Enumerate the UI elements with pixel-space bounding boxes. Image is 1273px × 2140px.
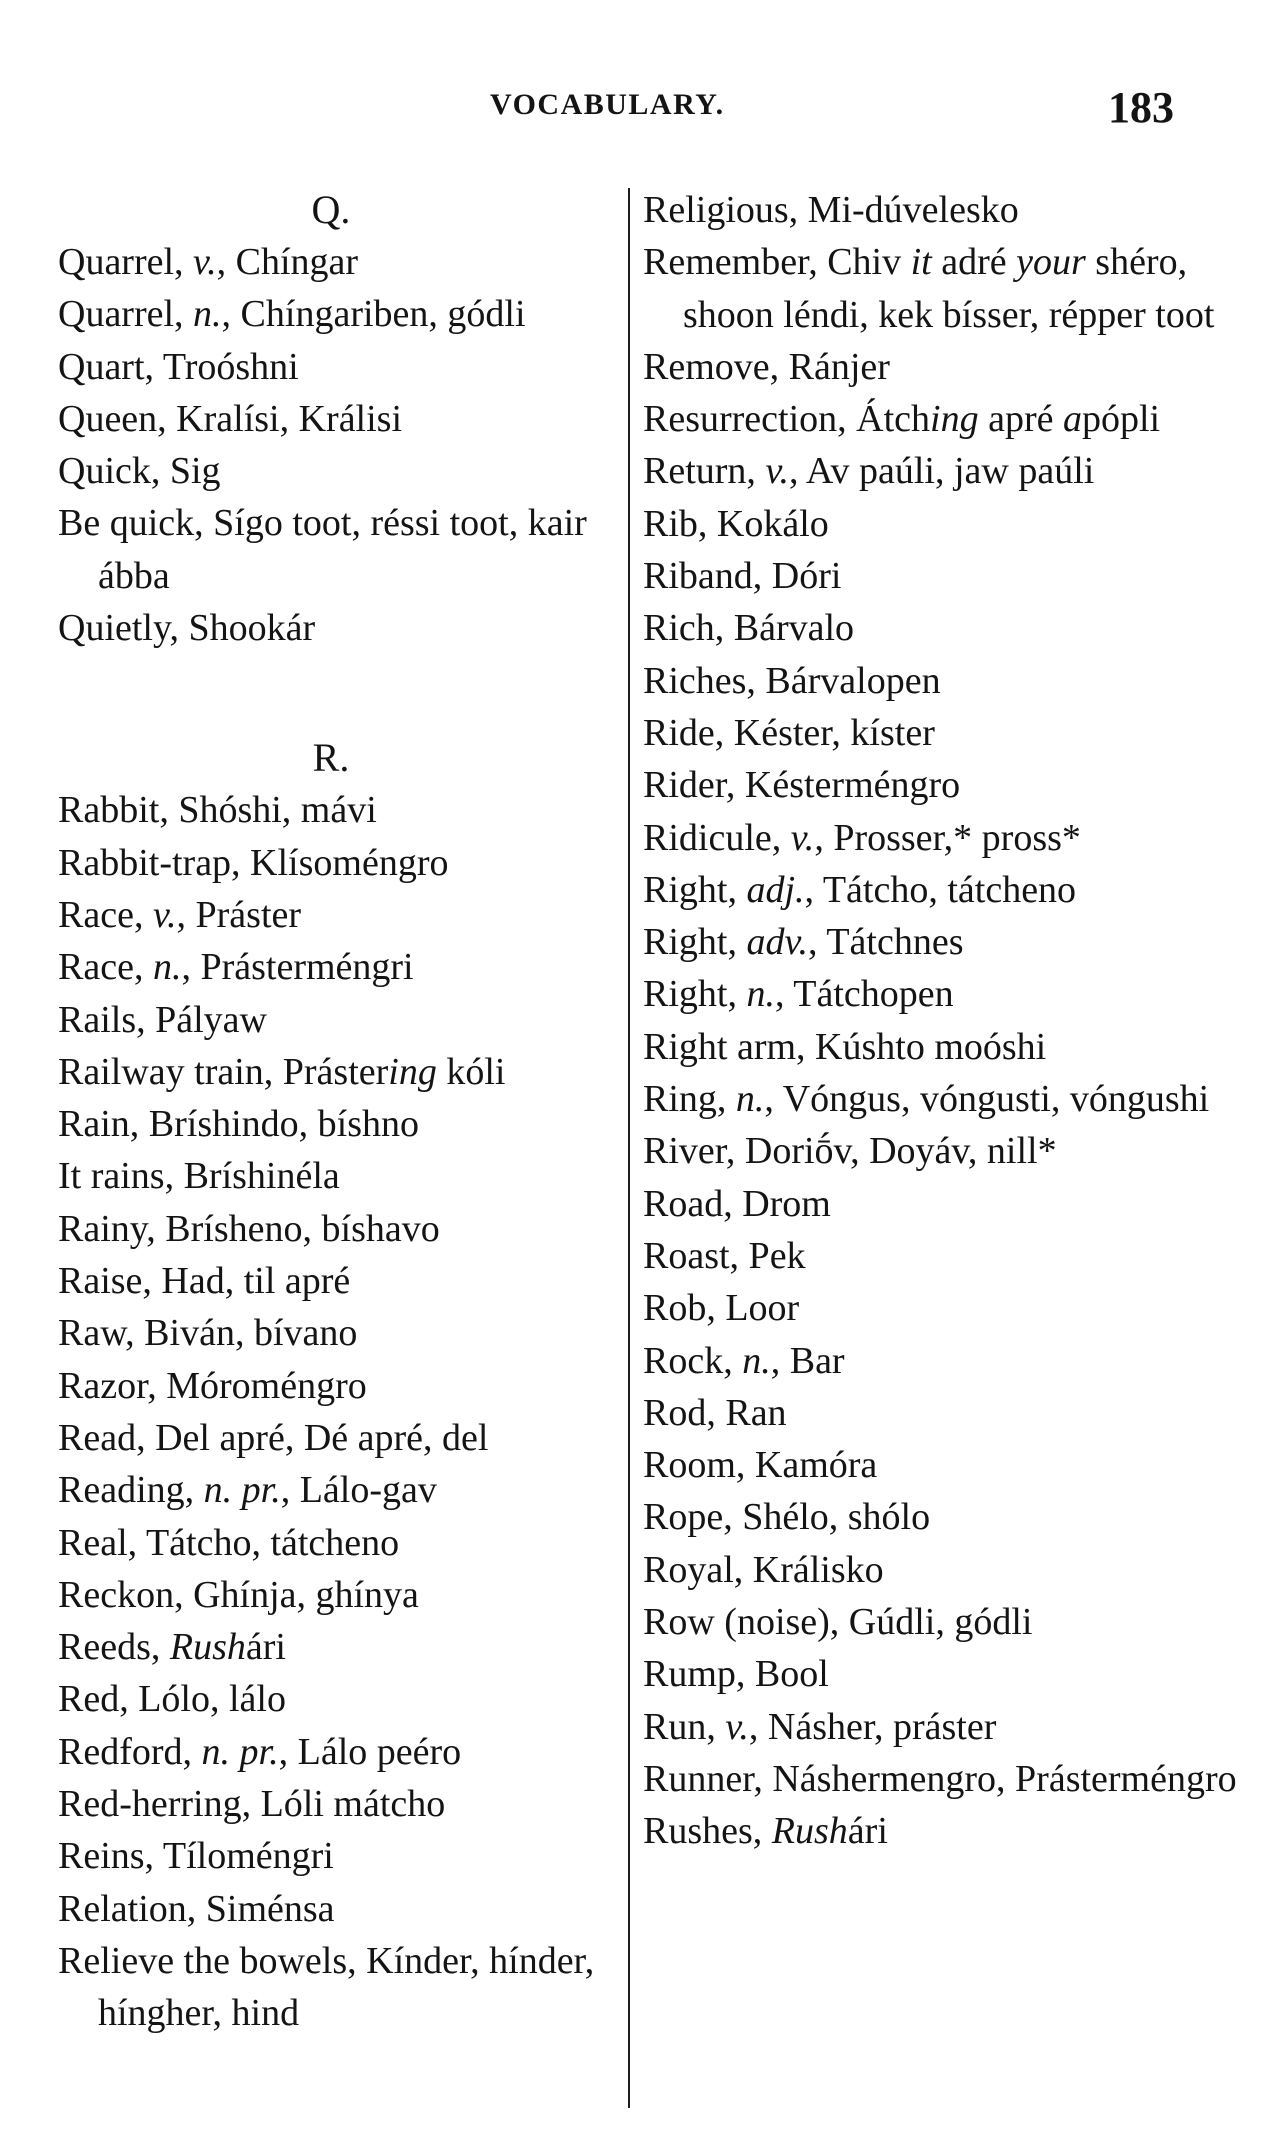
vocabulary-entry — [643, 1335, 1243, 1387]
entry-translation: , Bar — [770, 1339, 845, 1382]
entry-text: Relation, Siménsa — [58, 1887, 335, 1930]
vocabulary-entry — [643, 498, 1243, 550]
entry-text: Remove, Ránjer — [643, 345, 890, 388]
vocabulary-entry — [643, 1491, 1243, 1543]
entry-headword: Right, — [643, 868, 747, 911]
entry-italic: n. — [193, 293, 222, 336]
vocabulary-entry — [58, 393, 624, 445]
entry-italic: v. — [790, 816, 815, 859]
entry-italic: Rush — [771, 1810, 848, 1853]
entry-headword: Run, — [643, 1705, 726, 1748]
entry-translation: , Chíngariben, gódli — [221, 293, 526, 336]
section-letter-r: R. — [312, 735, 350, 781]
entry-italic: v. — [725, 1705, 749, 1748]
vocabulary-entry — [643, 1648, 1243, 1700]
entry-headword: Reeds, — [58, 1626, 170, 1669]
entry-text: Quart, Troóshni — [58, 345, 299, 388]
entry-text: Reckon, Ghínja, ghínya — [58, 1573, 419, 1616]
entry-text: Raise, Had, til apré — [58, 1260, 351, 1303]
entry-italic: v. — [765, 450, 789, 493]
entry-italic: Rush — [169, 1626, 246, 1669]
entry-text: Rob, Loor — [643, 1287, 800, 1330]
vocabulary-entry — [58, 445, 624, 497]
vocabulary-entry — [643, 655, 1243, 707]
vocabulary-entry — [58, 1360, 624, 1412]
entry-headword: Resurrection, Átch — [643, 398, 931, 441]
vocabulary-entry — [643, 1230, 1243, 1282]
entry-headword: Right, — [643, 921, 747, 964]
vocabulary-entry — [643, 602, 1243, 654]
column-divider — [628, 188, 630, 2108]
entry-text: Roast, Pek — [643, 1234, 806, 1277]
vocabulary-entry — [643, 707, 1243, 759]
vocabulary-entry — [643, 1073, 1243, 1125]
vocabulary-entry — [643, 1387, 1243, 1439]
entry-text: Raw, Biván, bívano — [58, 1312, 358, 1355]
vocabulary-entry — [643, 759, 1243, 811]
vocabulary-entry — [58, 236, 624, 288]
entry-italic: v. — [193, 241, 217, 283]
entry-text: Religious, Mi-dúvelesko — [643, 189, 1019, 231]
vocabulary-entry — [643, 1596, 1243, 1648]
entry-text: Red-herring, Lóli mátcho — [58, 1783, 446, 1826]
vocabulary-entry — [643, 550, 1243, 602]
entry-headword: Ring, — [643, 1078, 736, 1121]
entry-text: Rich, Bárvalo — [643, 607, 855, 650]
entry-text: Riband, Dóri — [643, 555, 842, 598]
entry-text: Row (noise), Gúdli, gódli — [643, 1601, 1033, 1644]
entry-text: Runner, Náshermengro, Prásterméngro — [643, 1757, 1237, 1800]
vocabulary-entry — [643, 236, 1243, 341]
entry-text: It rains, Bríshinéla — [58, 1155, 340, 1198]
entry-translation: , Prásterméngri — [181, 946, 414, 989]
entry-translation: , Tátchopen — [774, 973, 954, 1016]
entry-text: Rainy, Brísheno, bíshavo — [58, 1207, 440, 1250]
entry-translation: kóli — [436, 1050, 506, 1093]
entry-translation: , Av paúli, jaw paúli — [788, 450, 1095, 493]
vocabulary-entry — [58, 1830, 624, 1882]
entry-text: Rails, Pályaw — [58, 998, 267, 1041]
entry-italic: n. pr. — [201, 1730, 279, 1773]
vocabulary-entry — [643, 341, 1243, 393]
entry-italic: adv. — [746, 921, 809, 964]
entry-text: Real, Tátcho, tátcheno — [58, 1521, 400, 1564]
vocabulary-entry — [58, 1098, 624, 1150]
entry-text: Rump, Bool — [643, 1653, 829, 1696]
section-gap — [58, 654, 624, 732]
vocabulary-entry — [643, 1753, 1243, 1805]
entry-headword: Remember, Chiv — [643, 241, 911, 284]
vocabulary-entry — [58, 889, 624, 941]
vocabulary-entry — [643, 916, 1243, 968]
vocabulary-entry — [58, 497, 624, 602]
entry-headword: Ridicule, — [643, 816, 791, 859]
entry-headword: Return, — [643, 450, 766, 493]
q-entry-list — [58, 236, 624, 654]
entry-italic: a — [1062, 398, 1082, 441]
entry-text: Room, Kamóra — [643, 1444, 878, 1487]
entry-text: Quick, Sig — [58, 450, 221, 493]
entry-text: Road, Drom — [643, 1182, 831, 1225]
entry-headword: Quarrel, — [58, 293, 194, 336]
page-number: 183 — [1108, 83, 1174, 132]
running-title: VOCABULARY. — [490, 88, 725, 121]
entry-italic: n. — [742, 1339, 771, 1382]
vocabulary-entry — [643, 1701, 1243, 1753]
entry-translation: , Lálo peéro — [278, 1730, 462, 1773]
entry-translation: , Prosser,* pross* — [814, 816, 1081, 859]
vocabulary-entry — [58, 1778, 624, 1830]
vocabulary-entry — [643, 1282, 1243, 1334]
vocabulary-entry — [643, 812, 1243, 864]
entry-translation: pópli — [1081, 398, 1161, 441]
entry-text: Rod, Ran — [643, 1391, 787, 1434]
vocabulary-entry — [643, 445, 1243, 497]
entry-translation: , Násher, práster — [748, 1705, 997, 1748]
entry-translation: , Tátchnes — [808, 921, 964, 964]
left-column — [58, 184, 624, 2040]
entry-headword: Rock, — [643, 1339, 743, 1382]
vocabulary-entry — [58, 1883, 624, 1935]
entry-text: Rain, Bríshindo, bíshno — [58, 1103, 420, 1146]
vocabulary-entry — [58, 837, 624, 889]
vocabulary-entry — [58, 1673, 624, 1725]
entry-headword: Race, — [58, 946, 153, 989]
entry-italic: ing — [930, 398, 979, 441]
entry-translation: , Tátcho, tátcheno — [804, 868, 1077, 911]
vocabulary-entry — [58, 1935, 624, 2040]
vocabulary-entry — [58, 1203, 624, 1255]
vocabulary-entry — [58, 1726, 624, 1778]
vocabulary-entry — [643, 1805, 1243, 1857]
entry-headword: Rushes, — [643, 1810, 772, 1853]
entry-text: Reins, Tíloméngri — [58, 1835, 334, 1878]
vocabulary-entry — [643, 184, 1243, 236]
entry-headword: Redford, — [58, 1730, 202, 1773]
entry-italic: n. — [746, 973, 775, 1016]
vocabulary-entry — [643, 1178, 1243, 1230]
vocabulary-entry — [58, 602, 624, 654]
vocabulary-entry — [58, 784, 624, 836]
entry-text: Rabbit-trap, Klísoméngro — [58, 841, 449, 884]
vocabulary-entry — [643, 1544, 1243, 1596]
entry-text: Relieve the bowels, Kínder, hínder, híngher, hind — [58, 1939, 595, 2035]
entry-text: Rib, Kokálo — [643, 502, 829, 545]
vocabulary-entry — [58, 1517, 624, 1569]
vocabulary-entry — [58, 1412, 624, 1464]
vocabulary-entry — [643, 393, 1243, 445]
entry-text: Rabbit, Shóshi, mávi — [58, 789, 377, 832]
entry-text: Queen, Kralísi, Králisi — [58, 397, 403, 440]
right-column — [643, 184, 1243, 1858]
vocabulary-entry — [58, 1464, 624, 1516]
entry-italic: it — [910, 241, 932, 284]
entry-italic: n. pr. — [203, 1469, 281, 1512]
running-head — [0, 82, 1273, 132]
vocabulary-entry — [643, 968, 1243, 1020]
entry-italic: n. — [152, 946, 182, 989]
entry-headword: Reading, — [58, 1469, 204, 1512]
vocabulary-entry — [643, 1125, 1243, 1177]
entry-text: Rider, Késterméngro — [643, 764, 961, 807]
vocabulary-entry — [58, 1046, 624, 1098]
entry-italic: n. — [735, 1078, 765, 1121]
vocabulary-entry — [58, 1150, 624, 1202]
entry-text: adré — [931, 241, 1017, 284]
entry-translation: , Lálo-gav — [280, 1469, 437, 1512]
section-letter-q: Q. — [311, 187, 351, 232]
entry-translation: , Vóngus, vóngusti, vóngushi — [764, 1078, 1210, 1121]
r-entry-list — [58, 784, 624, 2039]
entry-text: Quietly, Shookár — [58, 607, 316, 650]
entry-text: Red, Lólo, lálo — [58, 1678, 286, 1721]
entry-text: Right arm, Kúshto moóshi — [643, 1025, 1047, 1068]
entry-text: River, Doriṓv, Doyáv, nill* — [643, 1130, 1057, 1173]
right-entry-list — [643, 184, 1243, 1858]
vocabulary-entry — [58, 341, 624, 393]
entry-italic: ing — [388, 1050, 437, 1093]
entry-text: Be quick, Sígo toot, réssi toot, kair ábba — [58, 502, 587, 597]
entry-text: apré — [978, 398, 1063, 441]
entry-headword: Quarrel, — [58, 241, 194, 283]
entry-text: Riches, Bárvalopen — [643, 659, 941, 702]
vocabulary-entry — [58, 1307, 624, 1359]
entry-translation: , Chíngar — [216, 241, 359, 283]
vocabulary-entry — [643, 1439, 1243, 1491]
vocabulary-entry — [58, 994, 624, 1046]
entry-italic: adj. — [746, 868, 805, 911]
vocabulary-entry — [58, 288, 624, 340]
entry-text: Royal, Králisko — [643, 1548, 884, 1591]
vocabulary-entry — [58, 941, 624, 993]
entry-translation: shéro, shoon léndi, kek bísser, répper toot — [683, 241, 1215, 336]
vocabulary-entry — [643, 864, 1243, 916]
entry-italic: v. — [152, 893, 177, 936]
entry-italic: your — [1016, 241, 1086, 284]
entry-text: Razor, Móroméngro — [58, 1364, 367, 1407]
entry-text: Ride, Késter, kíster — [643, 711, 935, 754]
entry-translation: , Práster — [176, 893, 302, 936]
entry-text: Rope, Shélo, shólo — [643, 1496, 931, 1539]
vocabulary-entry — [58, 1255, 624, 1307]
entry-headword: Race, — [58, 893, 153, 936]
vocabulary-entry — [58, 1569, 624, 1621]
entry-headword: Right, — [643, 973, 747, 1016]
entry-translation: ári — [245, 1626, 286, 1669]
vocabulary-entry — [58, 1621, 624, 1673]
entry-text: Read, Del apré, Dé apré, del — [58, 1416, 489, 1459]
entry-headword: Railway train, Práster — [58, 1050, 389, 1093]
vocabulary-entry — [643, 1021, 1243, 1073]
entry-translation: ári — [847, 1810, 888, 1853]
